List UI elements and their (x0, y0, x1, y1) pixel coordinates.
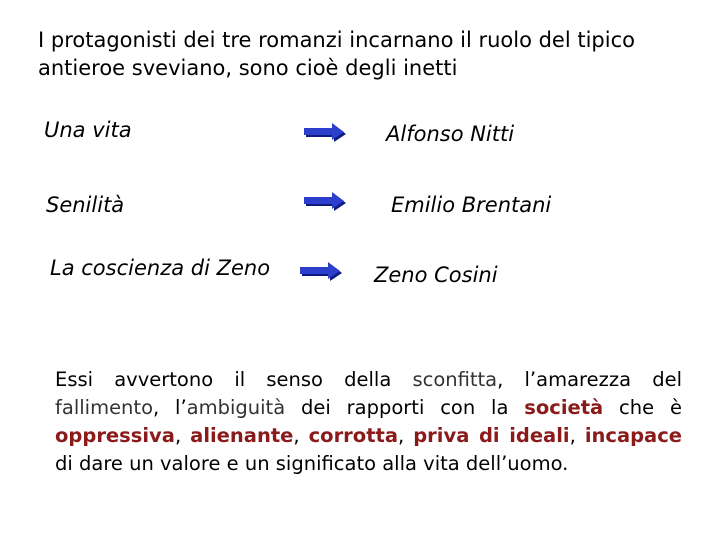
slide-heading (38, 26, 698, 82)
summary-text: Essi avvertono il senso della (55, 368, 413, 391)
character-alfonso-nitti: Alfonso Nitti (386, 122, 515, 146)
keyword-ambiguita: ambiguità (186, 396, 286, 419)
arrow-right-icon (304, 123, 348, 143)
summary-paragraph (55, 366, 682, 478)
keyword-societa: società (524, 396, 604, 419)
keyword-alienante: alienante (190, 424, 294, 447)
summary-text: , l’ (153, 396, 187, 419)
summary-text: dei rapporti con la (285, 396, 525, 419)
summary-text: , (569, 424, 585, 447)
novel-title-senilita: Senilità (46, 193, 125, 217)
novel-title-la-coscienza-di-zeno: La coscienza di Zeno (50, 256, 271, 280)
character-zeno-cosini: Zeno Cosini (374, 263, 498, 287)
keyword-corrotta: corrotta (308, 424, 398, 447)
arrow-right-icon (300, 262, 344, 282)
keyword-fallimento: fallimento (55, 396, 153, 419)
summary-text: di dare un valore e un significato alla vita dell’uomo. (55, 452, 569, 475)
summary-text: , (293, 424, 309, 447)
heading-line-2: antieroe sveviano, sono cioè degli inetti (38, 56, 458, 80)
keyword-priva-di-ideali: priva di ideali (413, 424, 570, 447)
summary-text: che è (603, 396, 682, 419)
summary-text: , (398, 424, 414, 447)
summary-text: , l’amarezza del (497, 368, 682, 391)
keyword-sconfitta: sconfitta (412, 368, 498, 391)
heading-line-1: I protagonisti dei tre romanzi incarnano il ruolo del tipico (38, 28, 635, 52)
keyword-oppressiva: oppressiva (55, 424, 175, 447)
summary-text: , (174, 424, 191, 447)
character-emilio-brentani: Emilio Brentani (391, 193, 552, 217)
novel-title-una-vita: Una vita (44, 118, 132, 142)
arrow-right-icon (304, 192, 348, 212)
keyword-incapace: incapace (584, 424, 682, 447)
